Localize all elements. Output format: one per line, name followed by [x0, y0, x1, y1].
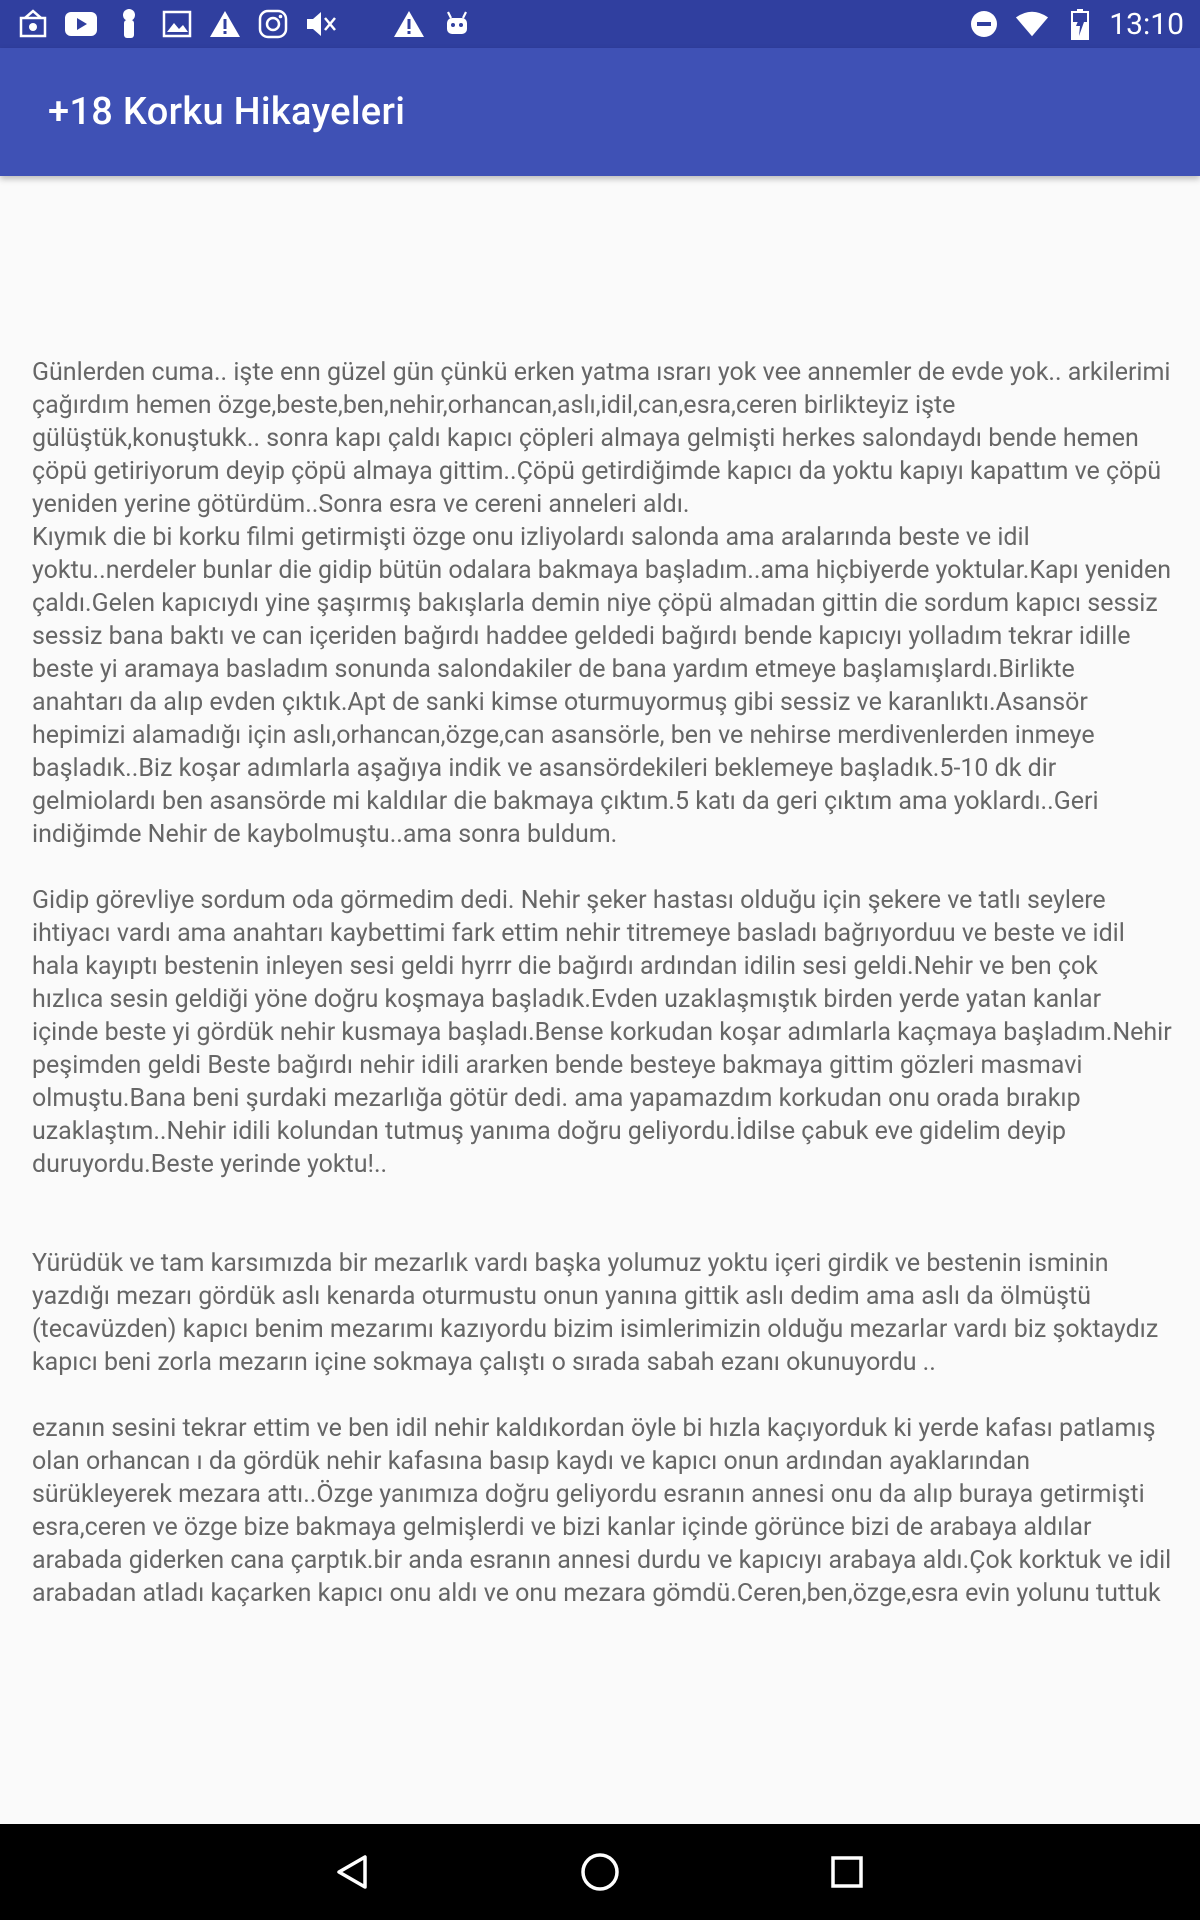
app-notification-icon — [16, 7, 50, 41]
battery-icon — [1063, 7, 1097, 41]
instagram-icon — [256, 7, 290, 41]
status-time: 13:10 — [1109, 6, 1184, 42]
story-paragraph: Günlerden cuma.. işte enn güzel gün çünkü erken yatma ısrarı yok vee annemler de evde yok.. arkilerimi çağırdım hemen özge,beste,ben,nehir,orhancan,aslı,idil,can,esra,ceren birlikteyiz işte gülüştük,konuştukk.. sonra kapı çaldı kapıcı çöpleri almaya gelmişti herkes salondaydı bende hemen çöpü getiriyorum deyip çöpü almaya gittim..Çöpü getirdiğimde kapıcı da yoktu kapıyı kapattım ve çöpü yeniden yerine götürdüm..Sonra esra ve cereni anneleri aldı. — [32, 358, 1177, 519]
story-paragraph: ezanın sesini tekrar ettim ve ben idil nehir kaldıkordan öyle bi hızla kaçıyorduk ki yerde kafası patlamış olan orhancan ı da gördük nehir kafasına basıp kaydı ve kapıcı onun ardından ayaklarından sürükleyerek mezara attı..Özge yanımıza doğru geliyordu esranın annesi onu da alıp buraya getirmişti esra,ceren ve özge bize bakmaya gelmişlerdi ve bizi kanlar içinde görünce bizi de arabaya aldılar arabada giderken cana çarptık.bir anda esranın annesi durdu ve kapıcıyı arabaya aldı.Çok korktuk ve idil arabadan atladı kaçarken kapıcı onu aldı ve onu mezara gömdü.Ceren,ben,özge,esra evin yolunu tuttuk — [32, 1414, 1178, 1608]
youtube-icon — [64, 7, 98, 41]
back-icon[interactable] — [323, 1842, 383, 1902]
do-not-disturb-icon — [967, 7, 1001, 41]
figure-icon — [112, 7, 146, 41]
wifi-icon — [1015, 7, 1049, 41]
story-paragraph: Yürüdük ve tam karsımızda bir mezarlık vardı başka yolumuz yoktu içeri girdik ve bestenin isminin yazdığı mezarı gördük aslı kenarda oturmustu onun yanına gittik aslı dedim ama aslı da ölmüştü (tecavüzden) kapıcı benim mezarımı kazıyordu bizim isimlerimizin olduğu mezarlar vardı biz şoktaydız kapıcı beni zorla mezarın içine sokmaya çalıştı o sırada sabah ezanı okunuyordu .. — [32, 1249, 1165, 1377]
android-icon — [440, 7, 474, 41]
story-content[interactable] — [32, 356, 1178, 1610]
story-paragraph: Gidip görevliye sordum oda görmedim dedi. Nehir şeker hastası olduğu için şekere ve tatlı seylere ihtiyacı vardı ama anahtarı kaybettimi fark ettim nehir titremeye basladı bağrıyorduu ve beste ve idil hala kayıptı bestenin inleyen sesi geldi hyrrr die bağırdı ardından idilin sesi geldi.Nehir ve ben çok hızlıca sesin geldiği yöne doğru koşmaya başladık.Evden uzaklaşmıştık birden yerde yatan kanlar içinde beste yi gördük nehir kusmaya başladı.Bense korkudan koşar adımlarla kaçmaya başladım.Nehir peşimden geldi Beste bağırdı nehir idili ararken bende besteye bakmaya gittim gözleri masmavi olmuştu.Bana beni şurdaki mezarlığa götür dedi. ama yapamazdım korkudan onu orada bırakıp uzaklaştım..Nehir idili kolundan tutmuş yanıma doğru geliyordu.İdilse çabuk eve gidelim deyip duruyordu.Beste yerinde yoktu!.. — [32, 886, 1178, 1179]
home-icon[interactable] — [570, 1842, 630, 1902]
navigation-bar — [0, 1824, 1200, 1920]
status-bar-notifications — [16, 7, 488, 41]
story-paragraph: Kıymık die bi korku filmi getirmişti özge onu izliyolardı salonda ama aralarında beste ve idil yoktu..nerdeler bunlar die gidip bütün odalara bakmaya başladım..ama hiçbiyerde yoktular.Kapı yeniden çaldı.Gelen kapıcıydı yine şaşırmış bakışlarla demin niye çöpü almadan gittin die sordum kapıcı sessiz sessiz bana baktı ve can içeriden bağırdı haddee geldedi bağırdı bende kapıcıyı yolladım tekrar idille beste yi aramaya basladım sonunda salondakiler de bana yardım etmeye başlamışlardı.Birlikte anahtarı da alıp evden çıktık.Apt de sanki kimse oturmuyormuş gibi sessiz ve karanlıktı.Asansör hepimizi alamadığı için aslı,orhancan,özge,can asansörle, ben ve nehirse merdivenlerden inmeye başladık..Biz koşar adımlarla aşağıya indik ve asansördekileri beklemeye başladık.5-10 dk dir gelmiolardı ben asansörde mi kaldılar die bakmaya çıktım.5 katı da geri çıktım ama yoklardı..Geri indiğimde Nehir de kaybolmuştu..ama sonra buldum. — [32, 523, 1178, 849]
recents-icon[interactable] — [817, 1842, 877, 1902]
status-bar — [0, 0, 1200, 48]
page-title: +18 Korku Hikayeleri — [48, 90, 406, 134]
image-icon — [160, 7, 194, 41]
app-bar — [0, 48, 1200, 176]
status-bar-system — [953, 7, 1184, 42]
warning-icon — [208, 7, 242, 41]
mute-icon — [304, 7, 338, 41]
warning-icon — [392, 7, 426, 41]
